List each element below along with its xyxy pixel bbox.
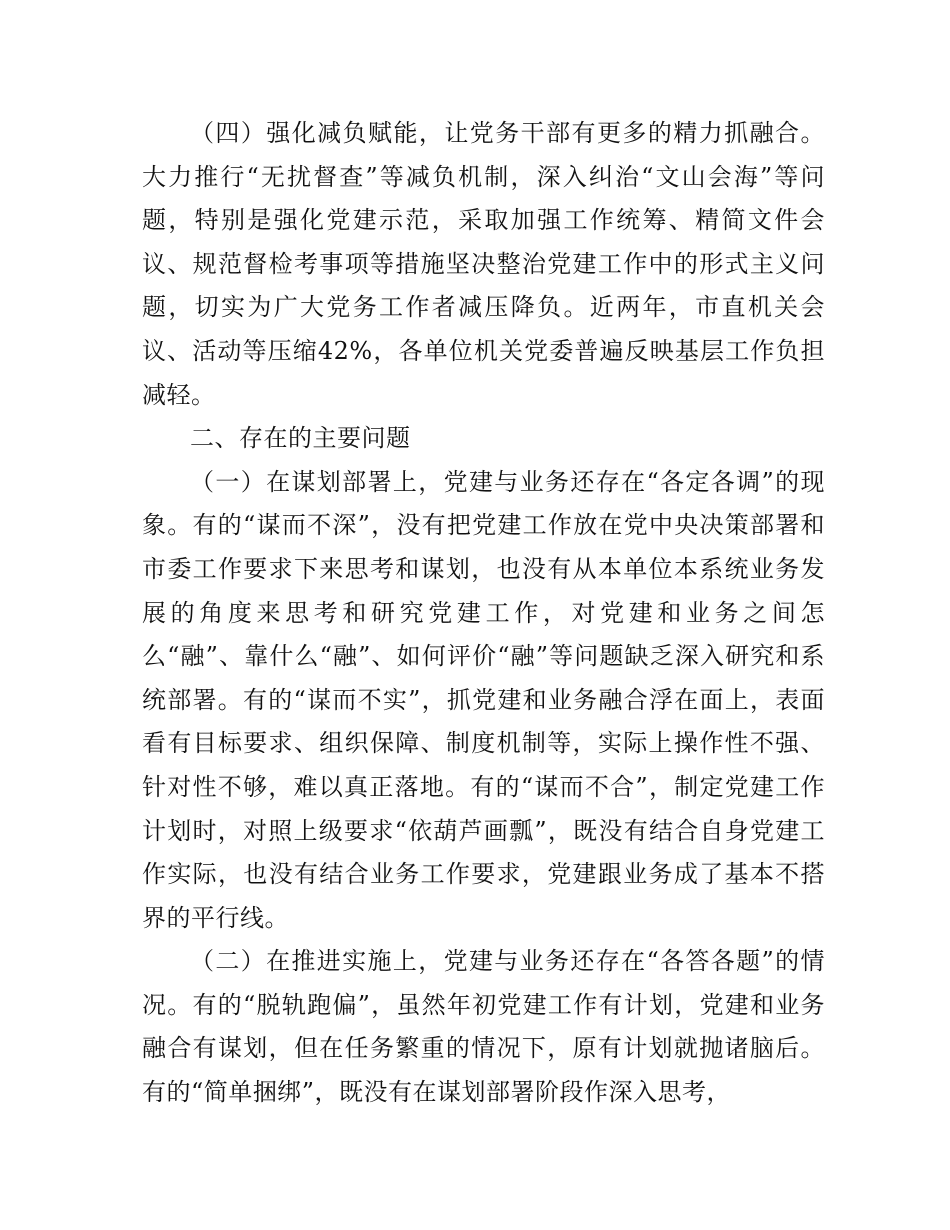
document-body xyxy=(142,112,825,1115)
paragraph-reduce-burden: （四）强化减负赋能，让党务干部有更多的精力抓融合。大力推行“无扰督查”等减负机制，深入纠治“文山会海”等问题，特别是强化党建示范，采取加强工作统筹、精简文件会议、规范督检考事项等措施坚决整治党建工作中的形式主义问题，切实为广大党务工作者减压降负。近两年，市直机关会议、活动等压缩42%，各单位机关党委普遍反映基层工作负担减轻。 xyxy=(142,119,825,409)
paragraph-implementation: （二）在推进实施上，党建与业务还存在“各答各题”的情况。有的“脱轨跑偏”，虽然年初党建工作有计划，党建和业务融合有谋划，但在任务繁重的情况下，原有计划就抛诸脑后。有的“简单捆绑”，既没有在谋划部署阶段作深入思考， xyxy=(142,947,825,1107)
paragraph-planning-deployment: （一）在谋划部署上，党建与业务还存在“各定各调”的现象。有的“谋而不深”，没有把党建工作放在党中央决策部署和市委工作要求下来思考和谋划，也没有从本单位本系统业务发展的角度来思考和研究党建工作，对党建和业务之间怎么“融”、靠什么“融”、如何评价“融”等问题缺乏深入研究和系统部署。有的“谋而不实”，抓党建和业务融合浮在面上，表面看有目标要求、组织保障、制度机制等，实际上操作性不强、针对性不够，难以真正落地。有的“谋而不合”，制定党建工作计划时，对照上级要求“依葫芦画瓢”，既没有结合自身党建工作实际，也没有结合业务工作要求，党建跟业务成了基本不搭界的平行线。 xyxy=(142,467,825,932)
section-heading-main-problems: 二、存在的主要问题 xyxy=(190,424,411,453)
